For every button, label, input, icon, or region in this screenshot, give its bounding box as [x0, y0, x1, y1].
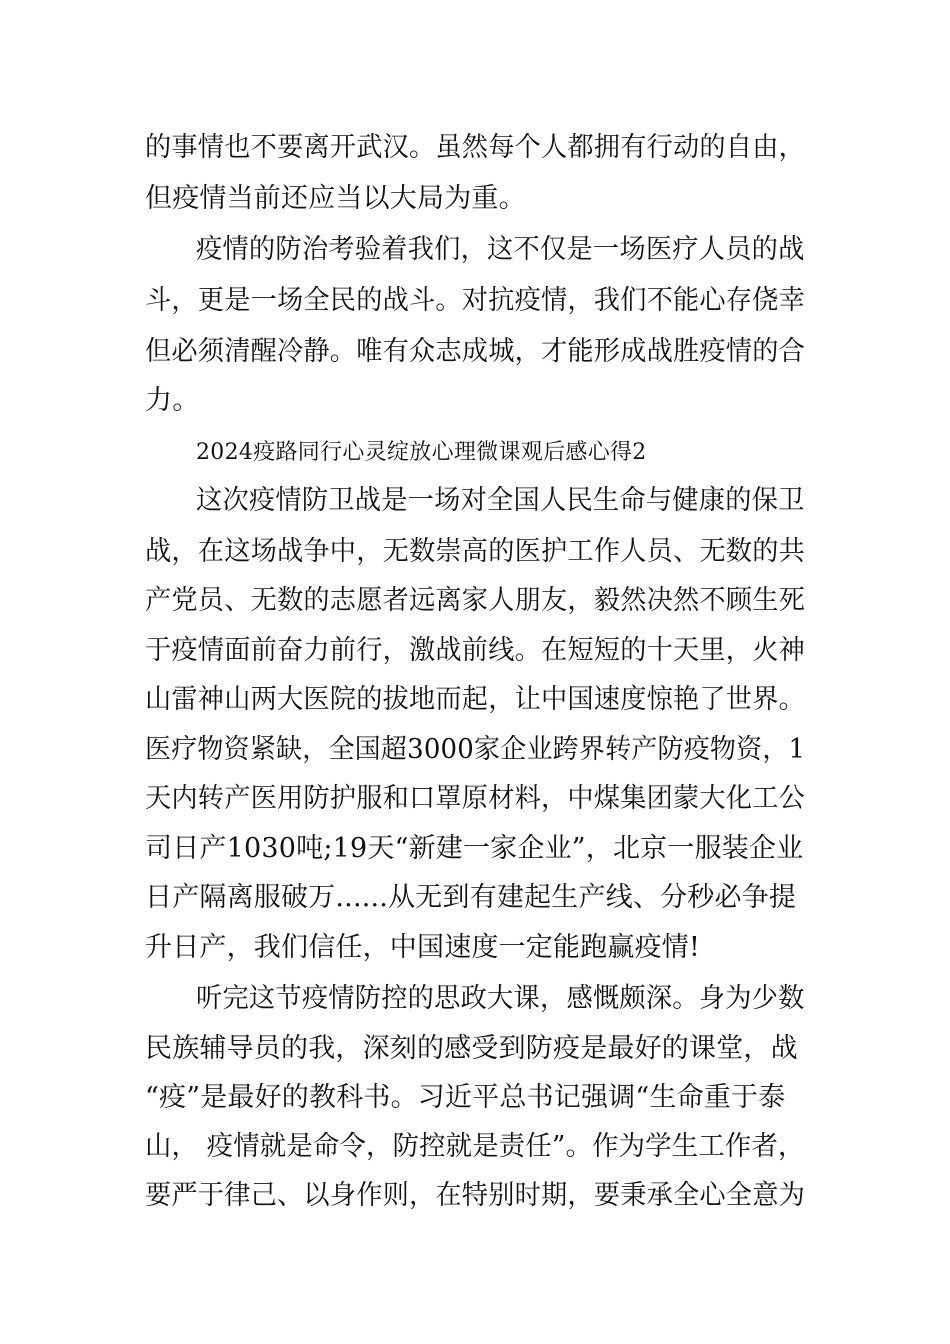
text-line: 产党员、无数的志愿者远离家人朋友，毅然决然不顾生死	[145, 585, 806, 616]
section-heading: 2024疫路同行心灵绽放心理微课观后感心得2	[196, 440, 647, 465]
text-line: 于疫情面前奋力前行，激战前线。在短短的十天里，火神	[145, 635, 806, 666]
text-line: 但必须清醒冷静。唯有众志成城，才能形成战胜疫情的合	[145, 336, 806, 367]
text-line: 民族辅导员的我，深刻的感受到防疫是最好的课堂，战	[145, 1033, 798, 1064]
text-line: 山， 疫情就是命令，防控就是责任”。作为学生工作者，	[145, 1131, 805, 1162]
text-line: 但疫情当前还应当以大局为重。	[145, 183, 526, 214]
text-line: 斗，更是一场全民的战斗。对抗疫情，我们不能心存侥幸	[145, 285, 806, 316]
text-line: 战，在这场战争中，无数崇高的医护工作人员、无数的共	[145, 536, 806, 567]
text-line: 司日产1030吨;19天“新建一家企业”，北京一服装企业	[145, 833, 804, 864]
text-line: 这次疫情防卫战是一场对全国人民生命与健康的保卫	[196, 485, 805, 516]
text-line: “疫”是最好的教科书。习近平总书记强调“生命重于泰	[145, 1082, 786, 1113]
text-line: 天内转产医用防护服和口罩原材料，中煤集团蒙大化工公	[145, 783, 806, 814]
text-line: 升日产，我们信任，中国速度一定能跑赢疫情!	[145, 932, 701, 963]
text-line: 的事情也不要离开武汉。虽然每个人都拥有行动的自由，	[145, 132, 806, 163]
text-line: 听完这节疫情防控的思政大课，感慨颇深。身为少数	[196, 983, 805, 1014]
text-line: 日产隔离服破万......从无到有建起生产线、分秒必争提	[145, 882, 797, 913]
text-line: 要严于律己、以身作则，在特别时期，要秉承全心全意为	[145, 1180, 806, 1211]
text-line: 力。	[145, 385, 200, 416]
text-line: 医疗物资紧缺，全国超3000家企业跨界转产防疫物资，1	[145, 734, 806, 765]
text-line: 疫情的防治考验着我们，这不仅是一场医疗人员的战	[196, 234, 805, 265]
text-line: 山雷神山两大医院的拔地而起，让中国速度惊艳了世界。	[145, 684, 806, 715]
